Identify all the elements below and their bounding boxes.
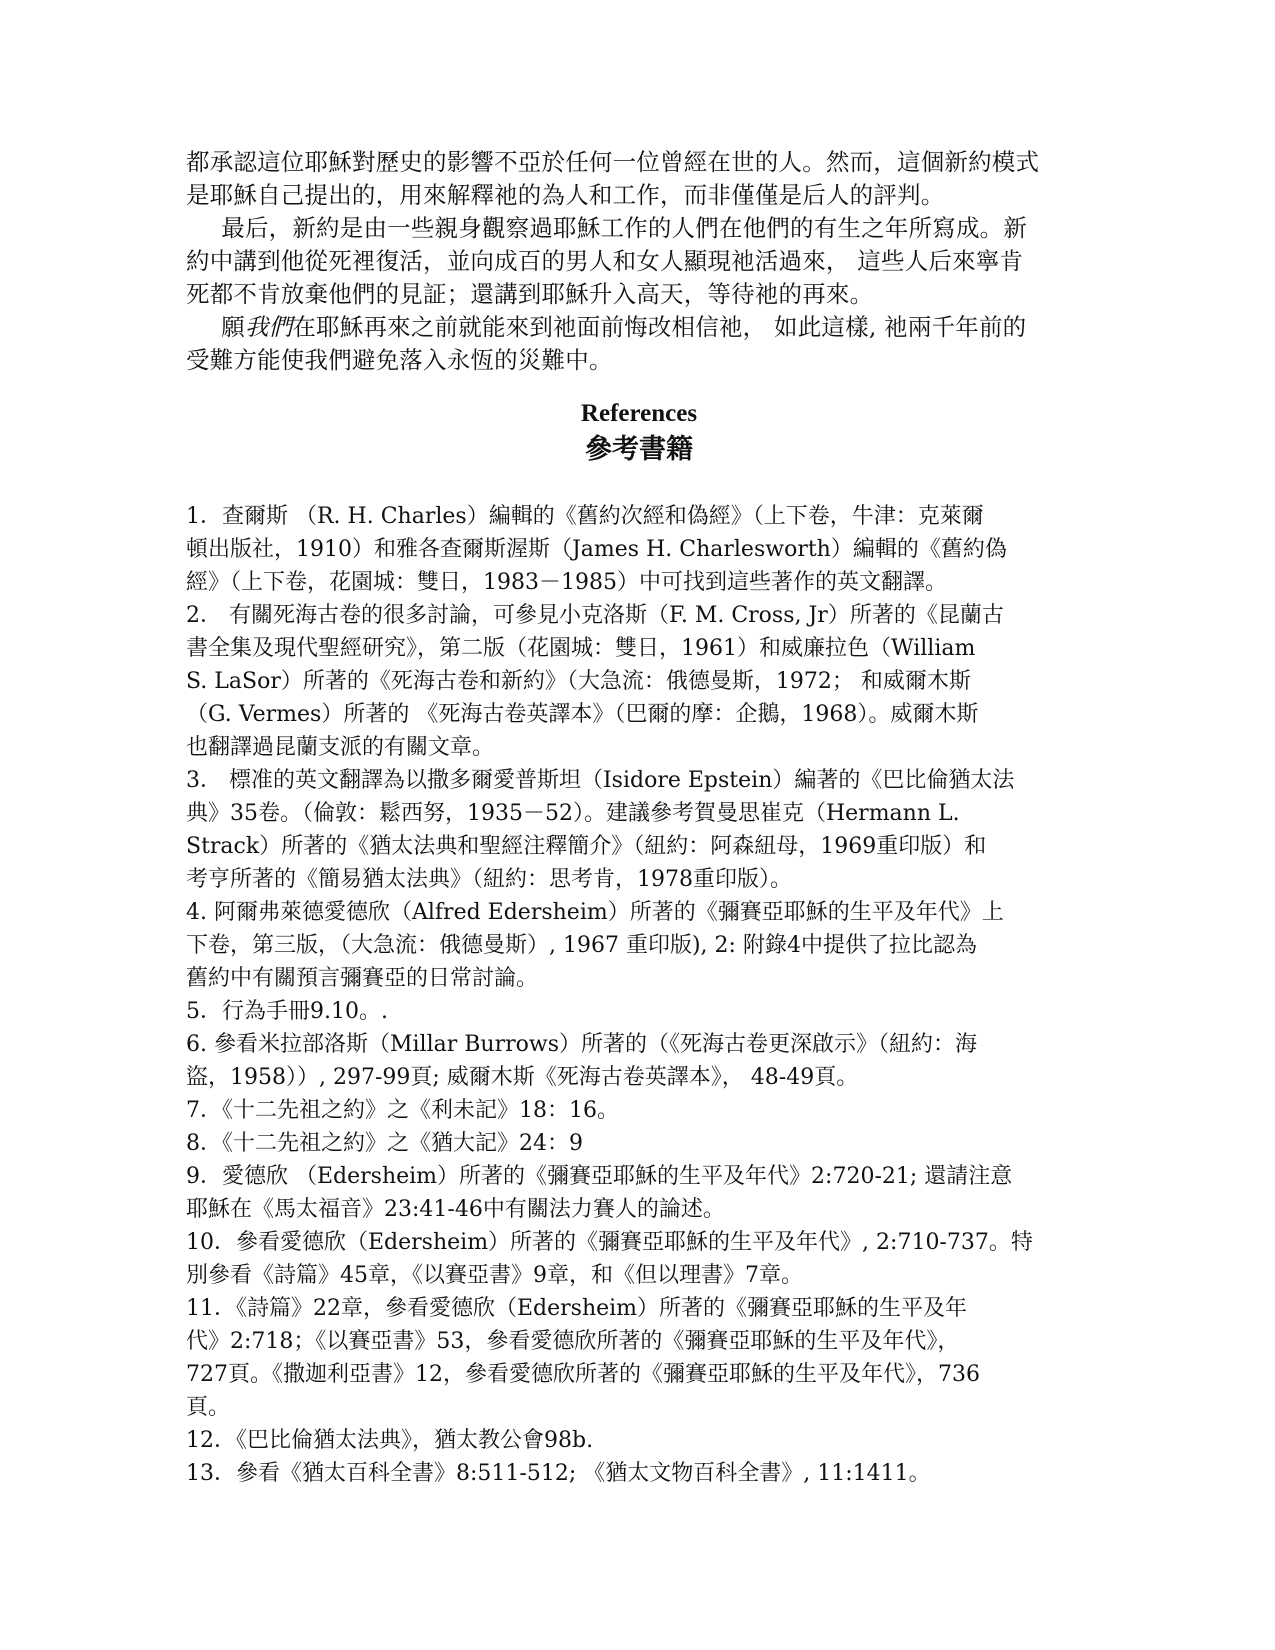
paragraph-2: 最后，新約是由一些親身觀察過耶穌工作的人們在他們的有生之年所寫成。新 約中講到他從死裡復活，並向成百的男人和女人顯現祂活過來， 這些人后來寧肯 死都不肯放棄他們的見証；還講到耶穌升入高天，等待祂的再來。 (186, 214, 1028, 308)
reference-item-8: 8．《十二先祖之約》之《猶大記》24：9 (186, 1131, 583, 1156)
paragraph-3-italic: 我們 (244, 313, 293, 341)
reference-item-6: 6. 參看米拉部洛斯（Millar Burrows）所著的（《死海古卷更深啟示》（紐約：海 盜，1958））, 297-99頁; 威爾木斯《死海古卷英譯本》， 48-49頁。 (186, 1032, 977, 1090)
reference-item-3: 3． 標准的英文翻譯為以撒多爾愛普斯坦（Isidore Epstein）編著的《巴比倫猶太法 典》35卷。（倫敦：鬆西努，1935－52）。建議參考賀曼思崔克（Hermann L. Strack）所著的《猶太法典和聖經注釋簡介》（紐約：阿森紐母，1969重印版）和 考亨所著的《簡易猶太法典》（紐約：思考肯，1978重印版）。 (186, 768, 1015, 892)
references-list (186, 500, 1092, 1490)
reference-item-10: 10．參看愛德欣（Edersheim）所著的《彌賽亞耶穌的生平及年代》, 2:710-737。特 別參看《詩篇》45章，《以賽亞書》9章，和《但以理書》7章。 (186, 1230, 1033, 1288)
paragraph-3-rest: 在耶穌再來之前就能來到祂面前悔改相信祂， 如此這樣, 祂兩千年前的 受難方能使我們避免落入永恆的災難中。 (186, 313, 1027, 374)
reference-item-13: 13．參看《猶太百科全書》8:511-512; 《猶太文物百科全書》, 11:1411。 (186, 1461, 931, 1486)
reference-item-2: 2． 有關死海古卷的很多討論，可參見小克洛斯（F. M. Cross, Jr）所著的《昆蘭古 書全集及現代聖經研究》，第二版（花園城：雙日，1961）和威廉拉色（William S. LaSor）所著的《死海古卷和新約》（大急流：俄德曼斯，1972； 和威爾木斯 （G. Vermes）所著的 《死海古卷英譯本》（巴爾的摩：企鵝，1968）。威爾木斯 也翻譯過昆蘭支派的有關文章。 (186, 603, 1004, 760)
paragraph-3-lead: 願 (221, 313, 245, 341)
reference-item-7: 7．《十二先祖之約》之《利未記》18：16。 (186, 1098, 619, 1123)
references-heading-english: References (580, 400, 698, 427)
reference-item-9: 9．愛德欣 （Edersheim）所著的《彌賽亞耶穌的生平及年代》2:720-21; 還請注意 耶穌在《馬太福音》23:41-46中有關法力賽人的論述。 (186, 1164, 1013, 1222)
reference-item-11: 11．《詩篇》22章，參看愛德欣（Edersheim）所著的《彌賽亞耶穌的生平及年 代》2:718；《以賽亞書》53，參看愛德欣所著的《彌賽亞耶穌的生平及年代》， 727頁。《撒迦利亞書》12，參看愛德欣所著的《彌賽亞耶穌的生平及年代》，736 頁。 (186, 1296, 980, 1420)
paragraph-1: 都承認這位耶穌對歷史的影響不亞於任何一位曾經在世的人。然而，這個新約模式 是耶穌自己提出的，用來解釋祂的為人和工作，而非僅僅是后人的評判。 (186, 148, 1040, 209)
paragraph-3 (186, 311, 1092, 377)
reference-item-12: 12．《巴比倫猶太法典》，猶太教公會98b. (186, 1428, 594, 1453)
reference-item-1: 1．查爾斯 （R. H. Charles）編輯的《舊約次經和偽經》（上下卷，牛津：克萊爾 頓出版社，1910）和雅各查爾斯渥斯（James H. Charlesworth）編輯的《舊約偽 經》（上下卷，花園城：雙日，1983－1985）中可找到這些著作的英文翻譯。 (186, 504, 1007, 595)
body-text (186, 146, 1092, 377)
reference-item-4: 4. 阿爾弗萊德愛德欣（Alfred Edersheim）所著的《彌賽亞耶穌的生平及年代》上 下卷，第三版，（大急流：俄德曼斯）, 1967 重印版), 2: 附錄4中提供了拉比認為 舊約中有關預言彌賽亞的日常討論。 (186, 900, 1004, 991)
references-heading-chinese: 參考書籍 (585, 434, 693, 465)
reference-item-5: 5．行為手冊9.10。. (186, 999, 388, 1024)
